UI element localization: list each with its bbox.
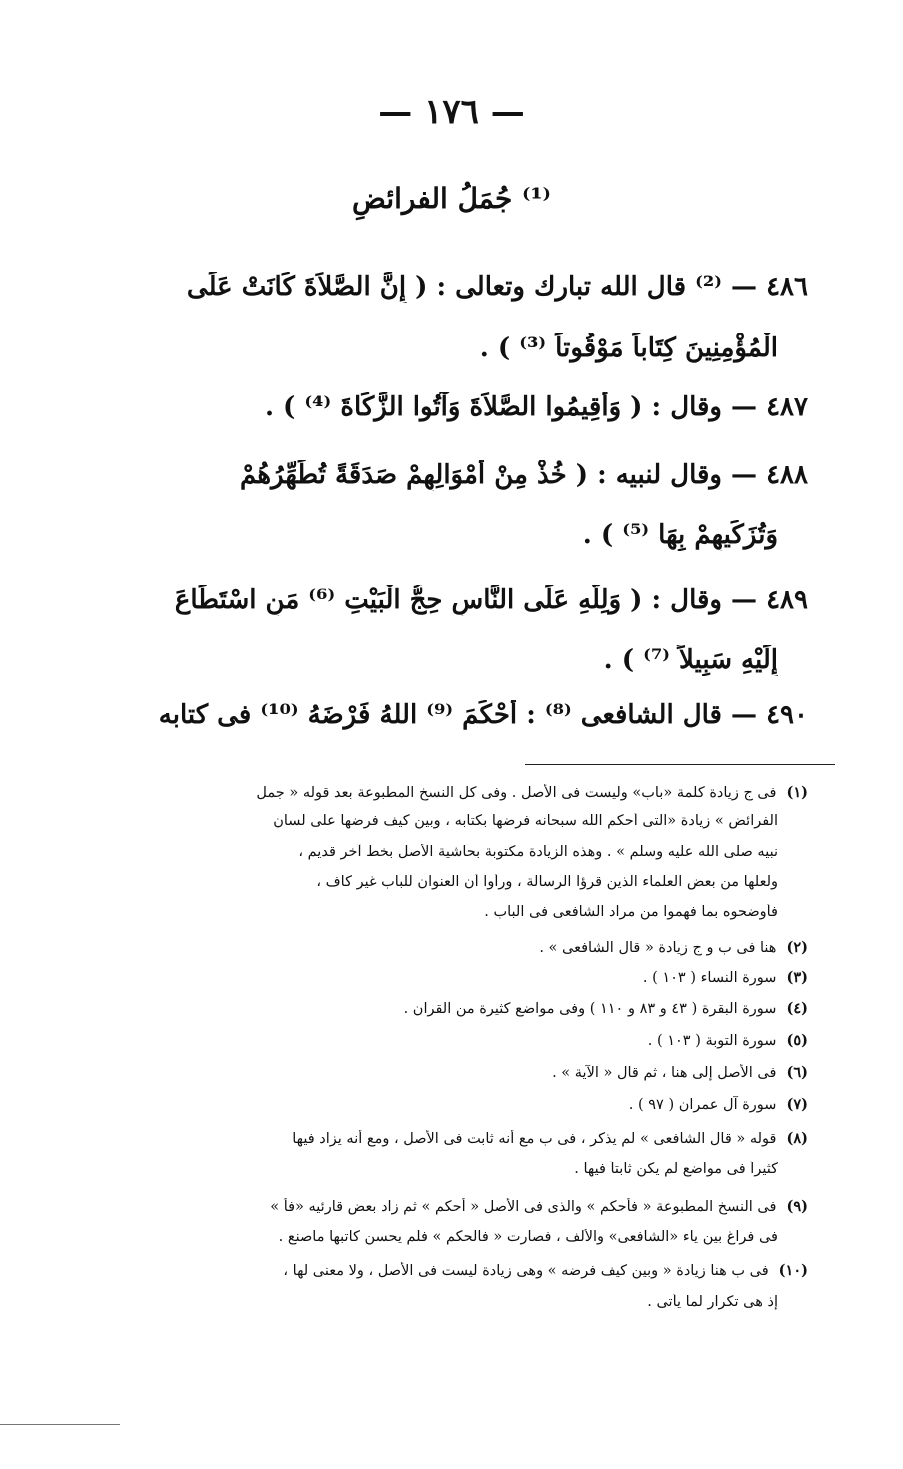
main-text-line: ٤٨٦ — ⁽²⁾ قال الله تبارك وتعالى : ( إِنَّ الصَّلاَةَ كَانَتْ عَلَى (186, 272, 808, 302)
main-text-line: وَتُزَكِّيهِمْ بِهَا ⁽⁵⁾ ) . (582, 520, 778, 550)
footnote-line (93, 1000, 808, 1018)
footnote-line (93, 1064, 808, 1082)
footnote-line (93, 969, 808, 987)
main-text-line: الْمُؤْمِنِينَ كِتَاباً مَوْقُوتاً ⁽³⁾ ) . (479, 333, 778, 363)
footnote-text: كثيراً فى مواضع لم يكن ثابتاً فيها . (574, 1161, 778, 1177)
footnote-number: (١٠) (778, 1262, 808, 1279)
scan-edge-line (0, 1424, 120, 1425)
footnote-number: (٢) (786, 939, 808, 956)
footnote-text: فى ب هنا زيادة « وبين كيف فرضه » وهى زيادة ليست فى الأصل ، ولا معنى لها ، (283, 1263, 769, 1279)
footnote-line (93, 1262, 808, 1280)
footnote-line (93, 1032, 808, 1050)
footnote-text: فى النسخ المطبوعة « فأحكم » والذى فى الأصل « أحكم » ثم زاد بعض قارئيه «فأ » (270, 1199, 777, 1215)
chapter-title: ⁽¹⁾ جُمَلُ الفرائضِ (352, 182, 551, 215)
footnote-number: (٤) (786, 1000, 808, 1017)
footnote-line (93, 784, 808, 802)
footnote-text: سورة النساء ( ١٠٣ ) . (642, 970, 777, 986)
footnote-text: فى الأصل إلى هنا ، ثم قال « الآية » . (552, 1065, 777, 1081)
main-text-line: ٤٨٧ — وقال : ( وَأَقِيمُوا الصَّلاَةَ وَآتُوا الزَّكَاةَ ⁽⁴⁾ ) . (264, 392, 808, 422)
footnote-number: (٦) (786, 1064, 808, 1081)
footnote-line (93, 1130, 808, 1148)
footnote-number: (٣) (786, 969, 808, 986)
footnote-line (93, 813, 778, 830)
footnote-line (93, 1294, 778, 1311)
page-number: — ١٧٦ — (378, 92, 525, 132)
main-text-line: ٤٨٨ — وقال لنبيه : ( خُذْ مِنْ أَمْوَالِهِمْ صَدَقَةً تُطَهِّرُهُمْ (240, 460, 808, 490)
footnote-line (93, 904, 778, 921)
footnote-line (93, 1161, 778, 1178)
footnote-number: (٩) (786, 1198, 808, 1215)
footnote-text: ولعلها من بعض العلماء الذين قرؤا الرسالة ، ورأوا أن العنوان للباب غير كاف ، (316, 874, 778, 890)
footnote-text: الفرائض » زيادة «التى أحكم الله سبحانه فرضها بكتابه ، وبين كيف فرضها على لسان (273, 813, 778, 829)
footnote-text: سورة التوبة ( ١٠٣ ) . (647, 1033, 777, 1049)
main-text-line: ٤٩٠ — قال الشافعى ⁽⁸⁾ : أَحْكَمَ ⁽⁹⁾ اللهُ فَرْضَهُ ⁽¹⁰⁾ فى كتابه (158, 700, 808, 730)
footnote-text: هنا فى ب و ج زيادة « قال الشافعى » . (539, 940, 777, 956)
footnote-number: (١) (786, 784, 808, 801)
footnote-text: فأوضحوه بما فهموا من مراد الشافعى فى الباب . (484, 904, 778, 920)
footnote-text: فى ج زيادة كلمة «باب» وليست فى الأصل . وفى كل النسخ المطبوعة بعد قوله « جمل (256, 785, 777, 801)
footnote-text: قوله « قال الشافعى » لم يذكر ، فى ب مع أنه ثابت فى الأصل ، ومع أنه يزاد فيها (292, 1131, 777, 1147)
footnote-number: (٥) (786, 1032, 808, 1049)
footnote-line (93, 1229, 778, 1246)
footnote-line (93, 874, 778, 891)
footnote-line (93, 844, 778, 861)
footnote-line (93, 1096, 808, 1114)
footnote-text: نبيه صلى الله عليه وسلم » . وهذه الزيادة مكتوبة بحاشية الأصل بخط آخر قديم ، (298, 844, 778, 860)
footnote-line (93, 1198, 808, 1216)
main-text-line: ٤٨٩ — وقال : ( وَلِلَّهِ عَلَى النَّاسِ حِجُّ الْبَيْتِ ⁽⁶⁾ مَنِ اسْتَطَاعَ (174, 585, 808, 615)
footnote-text: إذ هى تكرار لما يأتى . (647, 1294, 778, 1310)
footnote-separator (525, 764, 835, 765)
main-text-line: إِلَيْهِ سَبِيلاً ⁽⁷⁾ ) . (603, 645, 778, 675)
footnote-text: فى فراغ بين ياء «الشافعى» والألف ، فصارت « فالحكم » فلم يحسن كاتبها ماصنع . (278, 1229, 778, 1245)
footnote-text: سورة آل عمران ( ٩٧ ) . (628, 1097, 777, 1113)
footnote-line (93, 939, 808, 957)
footnote-number: (٧) (786, 1096, 808, 1113)
footnote-number: (٨) (786, 1130, 808, 1147)
footnote-text: سورة البقرة ( ٤٣ و ٨٣ و ١١٠ ) وفى مواضع كثيرة من القران . (403, 1001, 777, 1017)
